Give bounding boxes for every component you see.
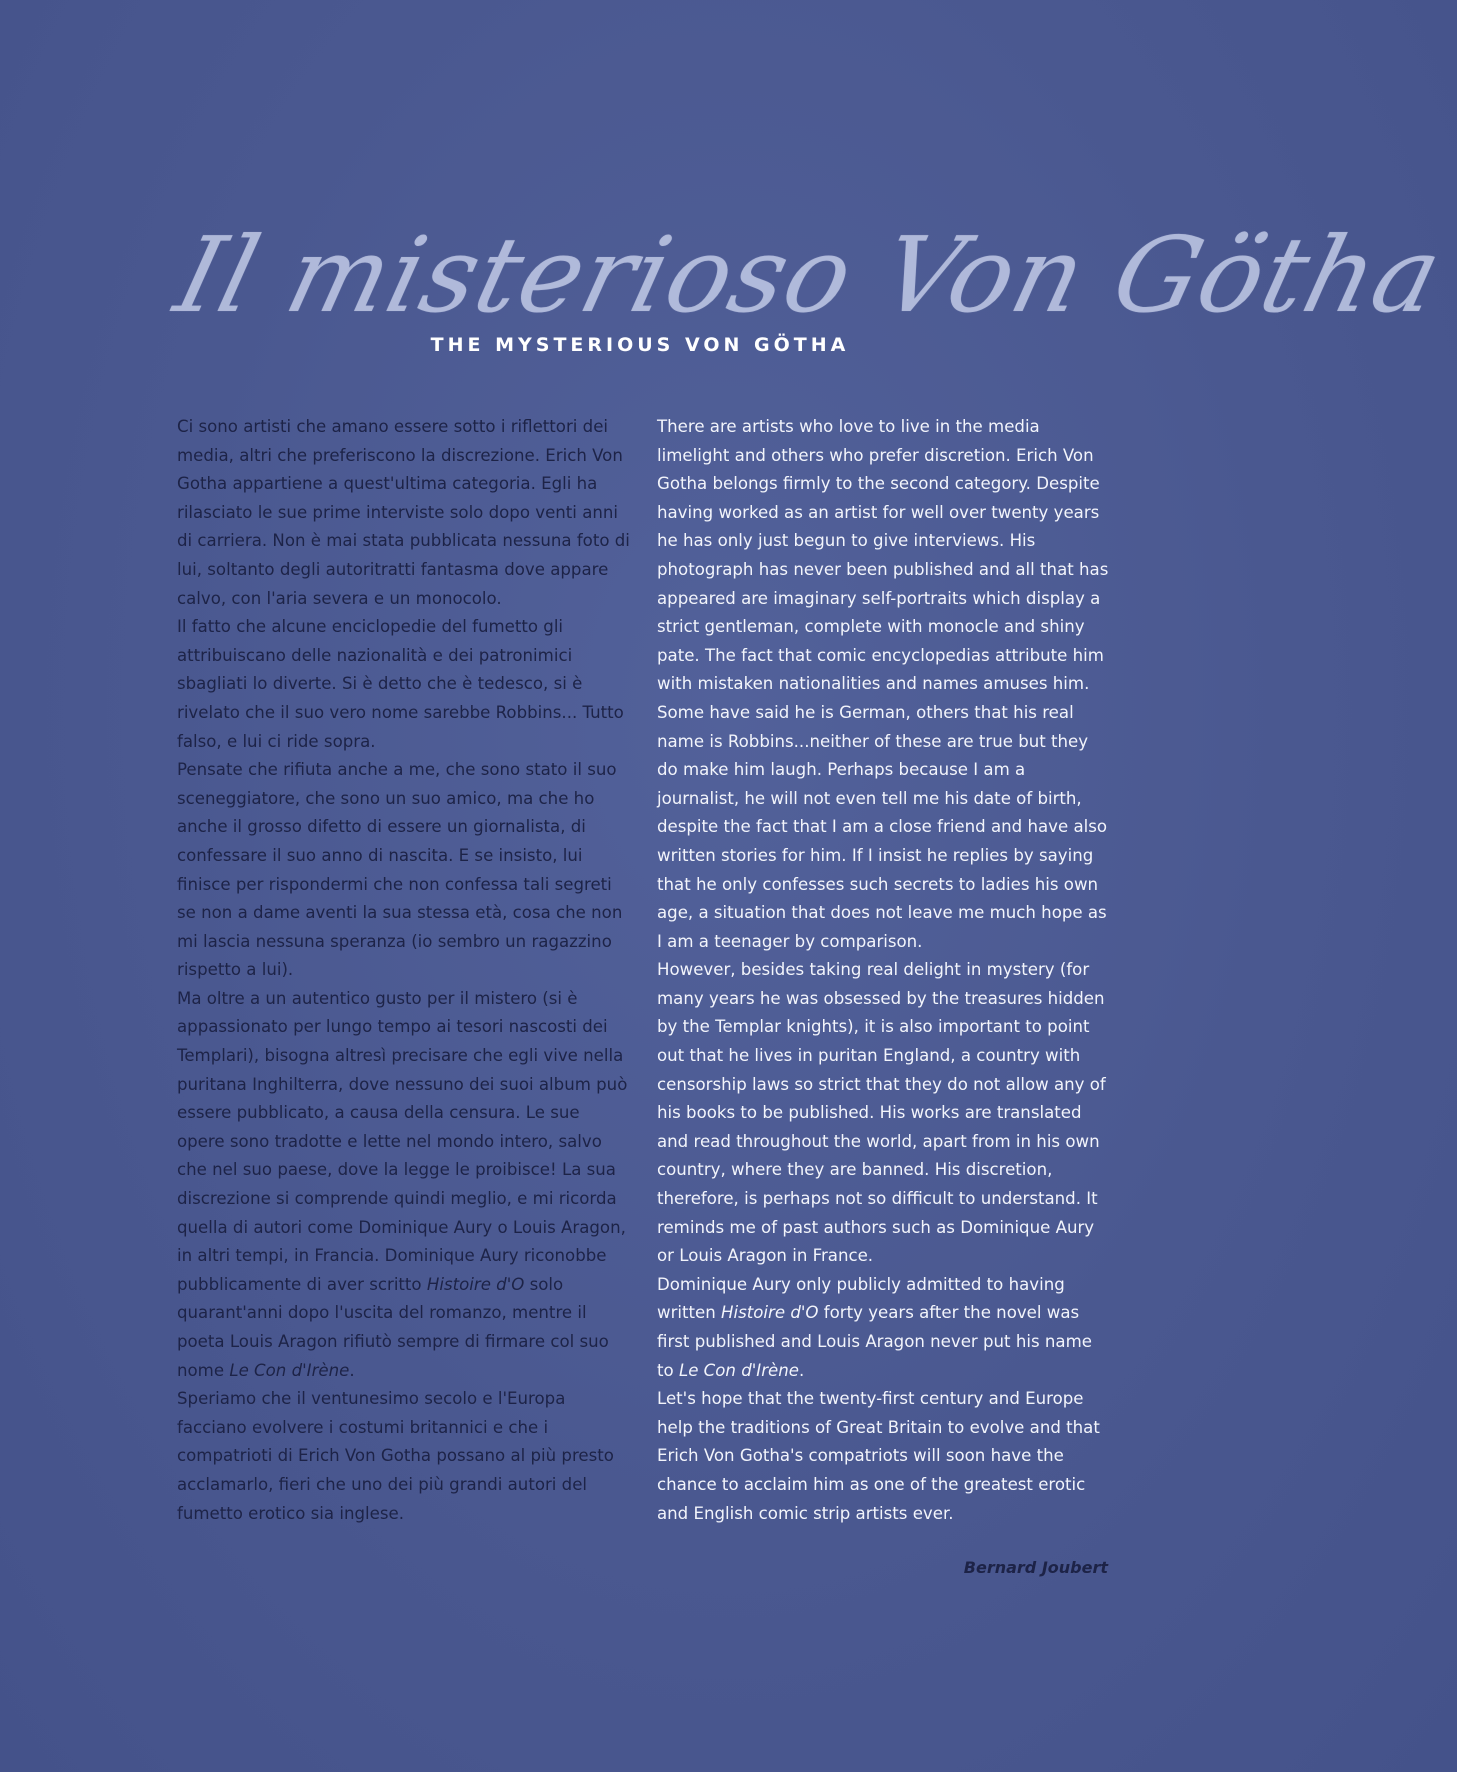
- author-signature: Bernard Joubert: [963, 1558, 1108, 1577]
- italian-book-title-histoire: Histoire d'O: [426, 1274, 525, 1294]
- italian-column: [177, 413, 632, 1528]
- italian-paragraph-2: Il fatto che alcune enciclopedie del fumetto gli attribuiscano delle nazionalità e dei patronimici sbagliati lo diverte. Si è detto che è tedesco, si è rivelato che il suo vero nome sarebbe Robbins... Tutto falso, e lui ci ride sopra.: [177, 617, 624, 751]
- english-p3-text-c: .: [798, 1360, 805, 1380]
- script-title: Il misterioso Von Götha: [164, 214, 1454, 336]
- english-paragraph-4: Let's hope that the twenty-first century and Europe help the traditions of Great Britain to evolve and that Erich Von Gotha's compatriots will soon have the chance to acclaim him as one of the greatest erotic and English comic strip artists ever.: [657, 1389, 1100, 1523]
- italian-p4-text-a: Ma oltre a un autentico gusto per il mistero (si è appassionato per lungo tempo ai tesori nascosti dei Templari), bisogna altresì precisare che egli vive nella puritana Inghilterra, dove nessuno dei suoi album può essere pubblicato, a causa della censura. Le sue opere sono tradotte e lette nel mondo intero, salvo che nel suo paese, dove la legge le proibisce! La sua discrezione si comprende quindi meglio, e mi ricorda quella di autori come Dominique Aury o Louis Aragon, in altri tempi, in Francia. Dominique Aury riconobbe pubblicamente di aver scritto: [177, 988, 628, 1294]
- english-p3-text-a: Dominique Aury only publicly admitted to having written: [657, 1274, 1065, 1323]
- italian-paragraph-3: Pensate che rifiuta anche a me, che sono stato il suo sceneggiatore, che sono un suo amico, ma che ho anche il grosso difetto di essere un giornalista, di confessare il suo anno di nascita. E se insisto, lui finisce per rispondermi che non confessa tali segreti se non a dame aventi la sua stessa età, cosa che non mi lascia nessuna speranza (io sembro un ragazzino rispetto a lui).: [177, 760, 623, 980]
- italian-paragraph-1: Ci sono artisti che amano essere sotto i riflettori dei media, altri che preferiscono la discrezione. Erich Von Gotha appartiene a quest'ultima categoria. Egli ha rilasciato le sue prime interviste solo dopo venti anni di carriera. Non è mai stata pubblicata nessuna foto di lui, soltanto degli autoritratti fantasma dove appare calvo, con l'aria severa e un monocolo.: [177, 417, 630, 608]
- italian-book-title-lecon: Le Con d'Irène: [229, 1360, 350, 1380]
- english-paragraph-2: However, besides taking real delight in mystery (for many years he was obsessed by the treasures hidden by the Templar knights), it is also important to point out that he lives in puritan England, a country with censorship laws so strict that they do not allow any of his books to be published. His works are translated and read throughout the world, apart from in his own country, where they are banned. His discretion, therefore, is perhaps not so difficult to understand. It reminds me of past authors such as Dominique Aury or Louis Aragon in France.: [657, 960, 1106, 1266]
- italian-paragraph-5: Speriamo che il ventunesimo secolo e l'Europa facciano evolvere i costumi britannici e che i compatrioti di Erich Von Gotha possano al più presto acclamarlo, fieri che uno dei più grandi autori del fumetto erotico sia inglese.: [177, 1389, 614, 1523]
- italian-p4-text-b: solo quarant'anni dopo l'uscita del romanzo, mentre il poeta Louis Aragon rifiutò sempre di firmare col suo nome: [177, 1274, 609, 1380]
- english-column: [657, 413, 1109, 1528]
- english-book-title-histoire: Histoire d'O: [721, 1303, 819, 1323]
- italian-paragraph-4: [177, 985, 632, 1385]
- english-p3-text-b: forty years after the novel was first published and Louis Aragon never put his name to: [657, 1303, 1092, 1380]
- english-paragraph-3: [657, 1271, 1109, 1385]
- english-book-title-lecon: Le Con d'Irène: [678, 1360, 799, 1380]
- italian-p4-text-c: .: [349, 1360, 355, 1380]
- subtitle: THE MYSTERIOUS VON GÖTHA: [430, 334, 850, 356]
- english-paragraph-1: There are artists who love to live in the media limelight and others who prefer discretion. Erich Von Gotha belongs firmly to the second category. Despite having worked as an artist for well over twenty years he has only just begun to give interviews. His photograph has never been published and all that has appeared are imaginary self-portraits which display a strict gentleman, complete with monocle and shiny pate. The fact that comic encyclopedias attribute him with mistaken nationalities and names amuses him. Some have said he is German, others that his real name is Robbins...neither of these are true but they do make him laugh. Perhaps because I am a journalist, he will not even tell me his date of birth, despite the fact that I am a close friend and have also written stories for him. If I insist he replies by saying that he only confesses such secrets to ladies his own age, a situation that does not leave me much hope as I am a teenager by comparison.: [657, 417, 1109, 951]
